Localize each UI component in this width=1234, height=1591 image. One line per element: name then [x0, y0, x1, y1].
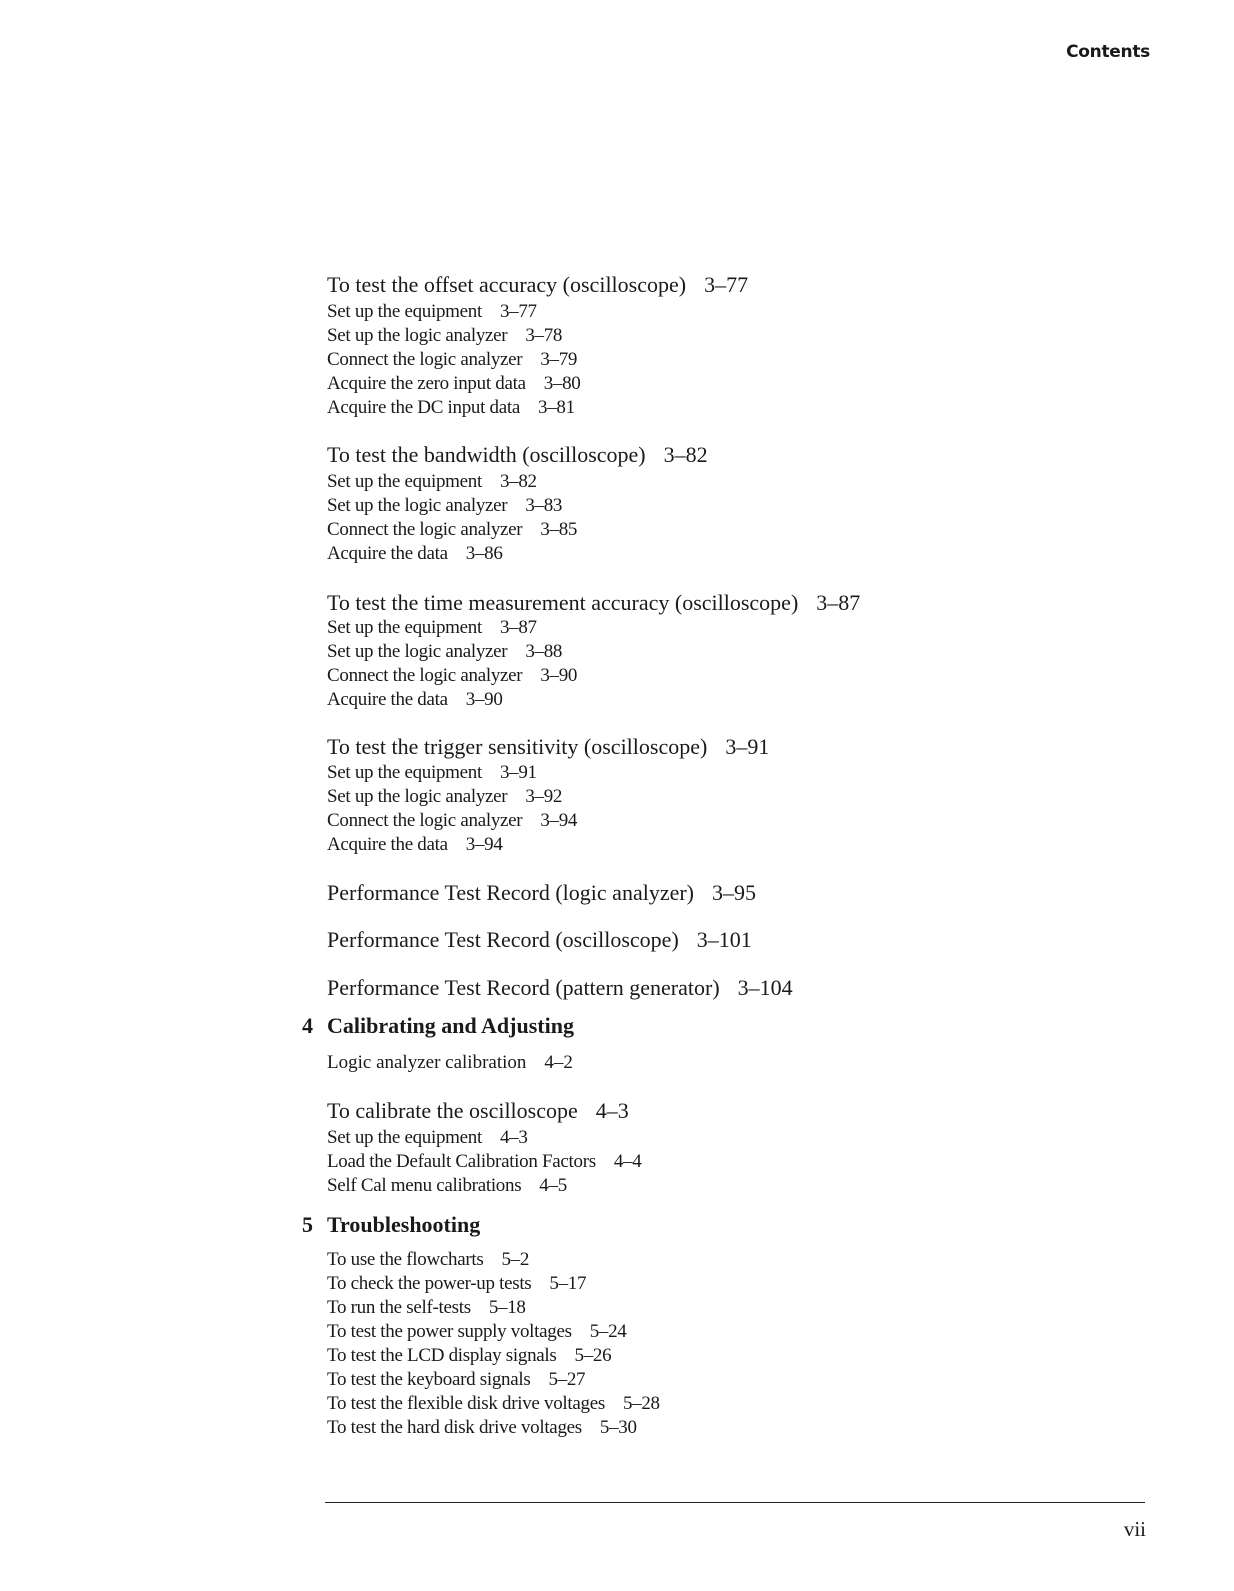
toc-subentry[interactable] [327, 301, 537, 323]
toc-page-ref: 3–95 [712, 880, 756, 905]
toc-page-ref: 3–86 [465, 543, 503, 564]
toc-entry[interactable] [327, 975, 793, 1001]
toc-subentry[interactable] [327, 762, 537, 784]
toc-page-ref: 5–2 [501, 1249, 530, 1270]
toc-subentry[interactable] [327, 1249, 529, 1271]
toc-page-ref: 3–104 [737, 975, 793, 1000]
footer-rule [325, 1502, 1145, 1503]
toc-page-ref: 3–94 [465, 834, 503, 855]
toc-subentry[interactable] [327, 397, 575, 419]
toc-page-ref: 5–26 [574, 1345, 612, 1366]
toc-page-ref: 3–82 [499, 471, 537, 492]
toc-entry-title: Connect the logic analyzer [327, 519, 523, 540]
toc-page-ref: 3–91 [725, 734, 770, 759]
toc-entry-title: Set up the equipment [327, 1127, 482, 1148]
chapter-number: 4 [302, 1013, 313, 1038]
toc-page-ref: 3–90 [465, 689, 503, 710]
running-header: Contents [1066, 42, 1150, 62]
toc-entry-title: Set up the equipment [327, 301, 482, 322]
toc-subentry[interactable] [327, 471, 537, 493]
toc-page-ref: 3–81 [538, 397, 575, 418]
toc-entry[interactable] [327, 442, 708, 468]
toc-page-ref: 5–17 [549, 1273, 587, 1294]
toc-entry-title: Load the Default Calibration Factors [327, 1151, 596, 1172]
toc-page-ref: 4–5 [539, 1175, 567, 1196]
toc-entry-title: Acquire the DC input data [327, 397, 521, 418]
toc-page-ref: 3–90 [540, 665, 578, 686]
toc-page-ref: 5–18 [488, 1297, 526, 1318]
toc-entry-title: Performance Test Record (oscilloscope) [327, 927, 679, 952]
toc-page-ref: 3–88 [525, 641, 563, 662]
toc-subentry[interactable] [327, 810, 577, 832]
toc-entry-title: To run the self-tests [327, 1297, 471, 1318]
toc-entry[interactable] [327, 880, 756, 906]
toc-subentry[interactable] [327, 689, 503, 711]
toc-subentry[interactable] [327, 349, 577, 371]
toc-subentry[interactable] [327, 1345, 611, 1367]
toc-entry-title: To test the power supply voltages [327, 1321, 572, 1342]
toc-entry-title: Set up the equipment [327, 617, 482, 638]
toc-subentry[interactable] [327, 325, 562, 347]
toc-entry-title: Set up the logic analyzer [327, 325, 508, 346]
toc-entry[interactable] [327, 1052, 573, 1074]
toc-page-ref: 5–27 [548, 1369, 586, 1390]
toc-page-ref: 4–3 [499, 1127, 528, 1148]
toc-subentry[interactable] [327, 617, 537, 639]
chapter-number: 5 [302, 1212, 313, 1237]
chapter-heading[interactable] [327, 1212, 480, 1238]
toc-entry-title: To test the offset accuracy (oscilloscope) [327, 272, 687, 297]
toc-entry-title: To test the keyboard signals [327, 1369, 531, 1390]
toc-subentry[interactable] [327, 1273, 586, 1295]
toc-page-ref: 3–92 [525, 786, 563, 807]
toc-subentry[interactable] [327, 786, 562, 808]
toc-page-ref: 3–82 [663, 442, 708, 467]
toc-entry-title: To test the trigger sensitivity (oscilloscope) [327, 734, 708, 759]
toc-subentry[interactable] [327, 1393, 660, 1415]
toc-entry-title: To check the power-up tests [327, 1273, 532, 1294]
toc-page-ref: 4–3 [595, 1098, 629, 1123]
toc-entry-title: Acquire the data [327, 834, 448, 855]
toc-entry-title: Acquire the data [327, 543, 448, 564]
toc-entry-title: Set up the logic analyzer [327, 495, 508, 516]
toc-entry-title: Performance Test Record (pattern generator) [327, 975, 720, 1000]
toc-page-ref: 3–87 [816, 590, 861, 615]
toc-page-ref: 5–30 [599, 1417, 637, 1438]
toc-entry-title: Performance Test Record (logic analyzer) [327, 880, 694, 905]
toc-subentry[interactable] [327, 1369, 585, 1391]
toc-subentry[interactable] [327, 641, 562, 663]
toc-page-ref: 3–101 [696, 927, 752, 952]
toc-entry-title: To calibrate the oscilloscope [327, 1098, 578, 1123]
toc-page-ref: 3–85 [540, 519, 578, 540]
toc-subentry[interactable] [327, 1175, 567, 1197]
toc-entry-title: Logic analyzer calibration [327, 1052, 527, 1073]
page-number: vii [1123, 1517, 1146, 1541]
toc-subentry[interactable] [327, 1417, 637, 1439]
toc-page-ref: 5–28 [622, 1393, 660, 1414]
toc-entry-title: Self Cal menu calibrations [327, 1175, 522, 1196]
toc-entry[interactable] [327, 1098, 629, 1124]
toc-page-ref: 4–2 [544, 1052, 573, 1073]
toc-subentry[interactable] [327, 495, 562, 517]
toc-entry-title: Set up the logic analyzer [327, 786, 508, 807]
toc-subentry[interactable] [327, 1297, 526, 1319]
toc-page-ref: 3–94 [540, 810, 578, 831]
toc-entry-title: To test the LCD display signals [327, 1345, 557, 1366]
toc-page-ref: 3–91 [499, 762, 537, 783]
toc-page-ref: 3–78 [525, 325, 563, 346]
toc-page-ref: 3–87 [499, 617, 537, 638]
toc-entry-title: To use the flowcharts [327, 1249, 484, 1270]
toc-entry[interactable] [327, 590, 860, 616]
toc-page-ref: 4–4 [613, 1151, 642, 1172]
toc-subentry[interactable] [327, 834, 503, 856]
toc-page-ref: 3–83 [525, 495, 563, 516]
toc-page-ref: 3–79 [540, 349, 578, 370]
toc-page-ref: 3–77 [704, 272, 749, 297]
toc-subentry[interactable] [327, 519, 577, 541]
toc-entry[interactable] [327, 272, 748, 298]
toc-entry-title: To test the bandwidth (oscilloscope) [327, 442, 646, 467]
toc-entry-title: Set up the equipment [327, 762, 482, 783]
toc-entry-title: Set up the logic analyzer [327, 641, 508, 662]
chapter-heading[interactable] [327, 1013, 574, 1039]
toc-entry[interactable] [327, 734, 769, 760]
toc-entry[interactable] [327, 927, 752, 953]
toc-entry-title: To test the time measurement accuracy (oscilloscope) [327, 590, 799, 615]
toc-page-ref: 3–77 [499, 301, 537, 322]
toc-entry-title: Acquire the data [327, 689, 448, 710]
toc-subentry[interactable] [327, 373, 581, 395]
toc-page-ref: 3–80 [543, 373, 581, 394]
toc-entry-title: Troubleshooting [327, 1212, 481, 1237]
toc-entry-title: Acquire the zero input data [327, 373, 526, 394]
toc-entry-title: Set up the equipment [327, 471, 482, 492]
toc-entry-title: Connect the logic analyzer [327, 665, 523, 686]
toc-page-ref: 5–24 [589, 1321, 627, 1342]
toc-subentry[interactable] [327, 665, 577, 687]
toc-subentry[interactable] [327, 1127, 528, 1149]
toc-subentry[interactable] [327, 543, 503, 565]
toc-entry-title: To test the hard disk drive voltages [327, 1417, 582, 1438]
toc-subentry[interactable] [327, 1321, 627, 1343]
toc-entry-title: Connect the logic analyzer [327, 810, 523, 831]
toc-entry-title: Connect the logic analyzer [327, 349, 523, 370]
toc-entry-title: To test the flexible disk drive voltages [327, 1393, 605, 1414]
toc-entry-title: Calibrating and Adjusting [327, 1013, 574, 1038]
toc-subentry[interactable] [327, 1151, 641, 1173]
